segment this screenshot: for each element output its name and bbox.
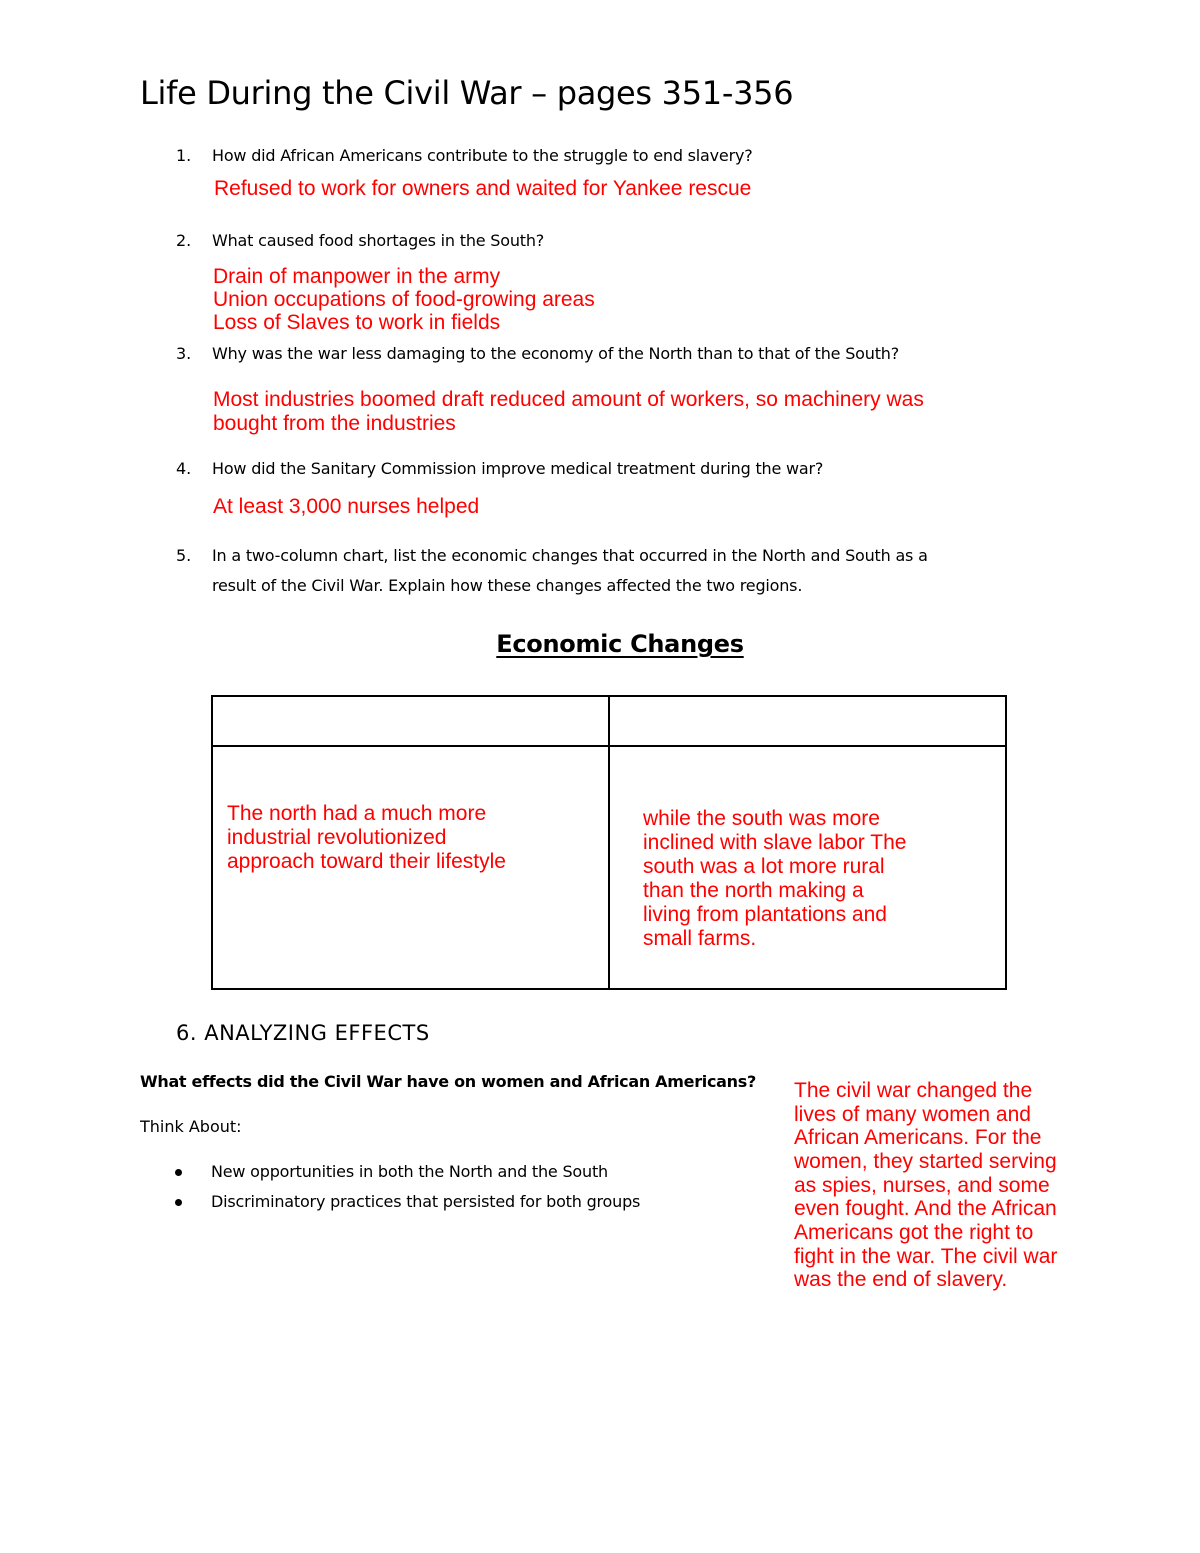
section-6-answer-line-2: lives of many women and <box>794 1103 1031 1126</box>
question-5-number: 5. <box>176 546 192 565</box>
chart-right-answer-line-2: inclined with slave labor The <box>643 831 907 854</box>
question-3-number: 3. <box>176 344 192 363</box>
question-5-text-line-2: result of the Civil War. Explain how these changes affected the two regions. <box>212 576 803 595</box>
answer-4-line-1: At least 3,000 nurses helped <box>213 495 480 518</box>
chart-left-answer-line-1: The north had a much more <box>227 802 487 825</box>
chart-left-answer-line-2: industrial revolutionized <box>227 826 447 849</box>
answer-3-line-1: Most industries boomed draft reduced amount of workers, so machinery was <box>213 388 924 411</box>
chart-column-divider <box>608 697 610 988</box>
section-6-heading: 6. ANALYZING EFFECTS <box>176 1021 430 1045</box>
section-6-answer-line-9: was the end of slavery. <box>794 1268 1008 1291</box>
question-2-text: What caused food shortages in the South? <box>212 231 545 250</box>
think-about-label: Think About: <box>140 1117 242 1136</box>
question-2-number: 2. <box>176 231 192 250</box>
answer-3-line-2: bought from the industries <box>213 412 456 435</box>
section-6-answer-line-4: women, they started serving <box>794 1150 1057 1173</box>
question-1-text: How did African Americans contribute to the struggle to end slavery? <box>212 146 753 165</box>
section-6-answer-line-7: Americans got the right to <box>794 1221 1034 1244</box>
chart-left-answer-line-3: approach toward their lifestyle <box>227 850 506 873</box>
answer-2-line-1: Drain of manpower in the army <box>213 265 501 288</box>
question-5-text-line-1: In a two-column chart, list the economic changes that occurred in the North and South as a <box>212 546 928 565</box>
question-3-text: Why was the war less damaging to the economy of the North than to that of the South? <box>212 344 900 363</box>
bullet-item-1-text: New opportunities in both the North and the South <box>211 1162 608 1181</box>
chart-right-answer-line-5: living from plantations and <box>643 903 887 926</box>
bullet-icon <box>175 1199 182 1206</box>
bullet-item-2 <box>211 1192 640 1211</box>
question-4-number: 4. <box>176 459 192 478</box>
question-1-number: 1. <box>176 146 192 165</box>
bullet-item-2-text: Discriminatory practices that persisted for both groups <box>211 1192 641 1211</box>
section-6-answer-line-6: even fought. And the African <box>794 1197 1057 1220</box>
chart-right-answer-line-1: while the south was more <box>643 807 880 830</box>
section-6-answer-line-3: African Americans. For the <box>794 1126 1042 1149</box>
chart-right-answer-line-6: small farms. <box>643 927 757 950</box>
section-6-answer-line-8: fight in the war. The civil war <box>794 1245 1058 1268</box>
question-4-text: How did the Sanitary Commission improve medical treatment during the war? <box>212 459 824 478</box>
page-title: Life During the Civil War – pages 351-356 <box>140 74 794 112</box>
section-6-answer-line-1: The civil war changed the <box>794 1079 1033 1102</box>
chart-title: Economic Changes <box>496 630 744 658</box>
section-6-question: What effects did the Civil War have on women and African Americans? <box>140 1072 756 1091</box>
answer-1-line-1: Refused to work for owners and waited for Yankee rescue <box>214 177 752 200</box>
chart-right-answer-line-4: than the north making a <box>643 879 864 902</box>
chart-right-answer-line-3: south was a lot more rural <box>643 855 885 878</box>
bullet-icon <box>175 1169 182 1176</box>
section-6-answer-line-5: as spies, nurses, and some <box>794 1174 1050 1197</box>
answer-2-line-2: Union occupations of food-growing areas <box>213 288 595 311</box>
answer-2-line-3: Loss of Slaves to work in fields <box>213 311 501 334</box>
bullet-item-1 <box>211 1162 608 1181</box>
